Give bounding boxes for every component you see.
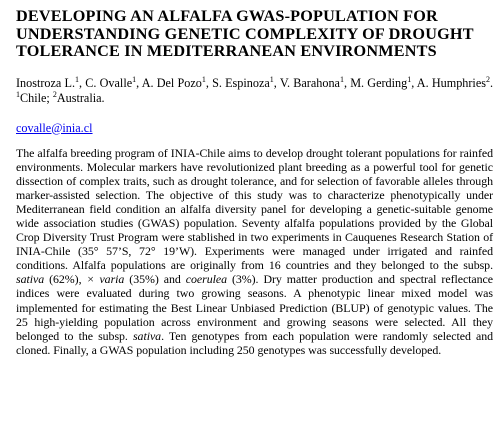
taxon-coerulea: coerulea: [185, 272, 227, 287]
author: C. Ovalle$^1$,: [85, 74, 142, 90]
author: S. Espinoza$^1$,: [212, 74, 280, 90]
taxon-sativa: sativa: [16, 272, 45, 287]
contact-email-link[interactable]: covalle@inia.cl: [16, 120, 93, 135]
abstract: The alfalfa breeding program of INIA-Chile aims to develop drought tolerant populations for rainfed environments. Molecular markers have revolutionized plant breeding as a powerful tool for genetic dissection of complex traits, such as drought tolerance, and for selection of favorable alleles through marker-assisted selection. The objective of this study was to characterize phenotypically under Mediterranean field condition an alfalfa diversity panel for developing a genetic-suitable genome wide association studies (GWAS) population. Seventy alfalfa populations provided by the Global Crop Diversity Trust Program were stablished in two experiments in Cauquenes Research Station of INIA-Chile (35° 57’S, 72° 19’W). Experiments were managed under irrigated and rainfed conditions. Alfalfa populations are originally from 16 countries and they belonged to the subsp. sativa (62%), × varia (35%) and coerulea (3%). Dry matter production and spectral reflectance indices were evaluated during two growing seasons. A phenotypic linear mixed model was implemented for estimating the Best Linear Unbiased Prediction (BLUP) of genotypic values. The 25 high-yielding population across environment and growing seasons were selected. All they belonged to the subsp. sativa. Ten genotypes from each population were randomly selected and cloned. Finally, a GWAS population including 250 genotypes was successfully developed.: [16, 145, 494, 357]
author: V. Barahona$^1$,: [279, 74, 351, 90]
author: A. Humphries$^2$.: [416, 74, 494, 90]
affiliation: $^1$Chile;: [16, 89, 53, 105]
author: M. Gerding$^1$,: [350, 74, 417, 90]
author: Inostroza L.$^1$,: [16, 74, 86, 90]
taxon-varia: × varia: [86, 272, 125, 287]
paper-title: DEVELOPING AN ALFALFA GWAS-POPULATION FOR UNDERSTANDING GENETIC COMPLEXITY OF DROUGHT TOLERANCE IN MEDITERRANEAN ENVIRONMENTS: [16, 7, 474, 60]
taxon-sativa: sativa: [132, 328, 162, 343]
author-list: [16, 76, 493, 107]
affiliation: $^2$Australia.: [52, 89, 105, 105]
author: A. Del Pozo$^1$,: [141, 74, 213, 90]
